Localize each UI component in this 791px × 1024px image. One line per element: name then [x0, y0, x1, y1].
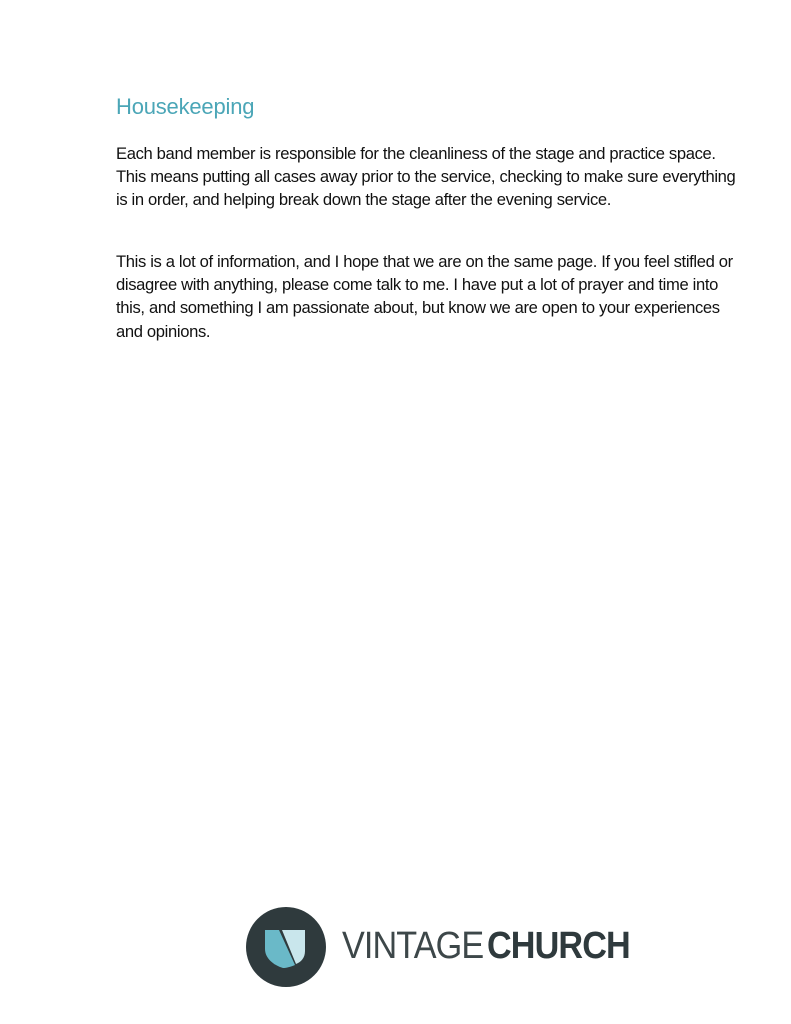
logo-text-vintage: VINTAGE — [342, 925, 484, 967]
logo-wordmark — [342, 924, 646, 968]
shield-icon — [246, 907, 326, 987]
paragraph-housekeeping: Each band member is responsible for the cleanliness of the stage and practice space. This means putting all cases away prior to the service, checking to make sure everything is in order, and helping break down the stage after the evening service. — [116, 144, 736, 210]
paragraph-closing: This is a lot of information, and I hope that we are on the same page. If you feel stifled or disagree with anything, please come talk to me. I have put a lot of prayer and time into this, and something I am passionate about, but know we are open to your experiences and opinions. — [116, 252, 733, 341]
logo-text-church: CHURCH — [487, 925, 630, 967]
vintage-church-logo — [246, 907, 630, 987]
section-heading: Housekeeping — [116, 94, 255, 119]
